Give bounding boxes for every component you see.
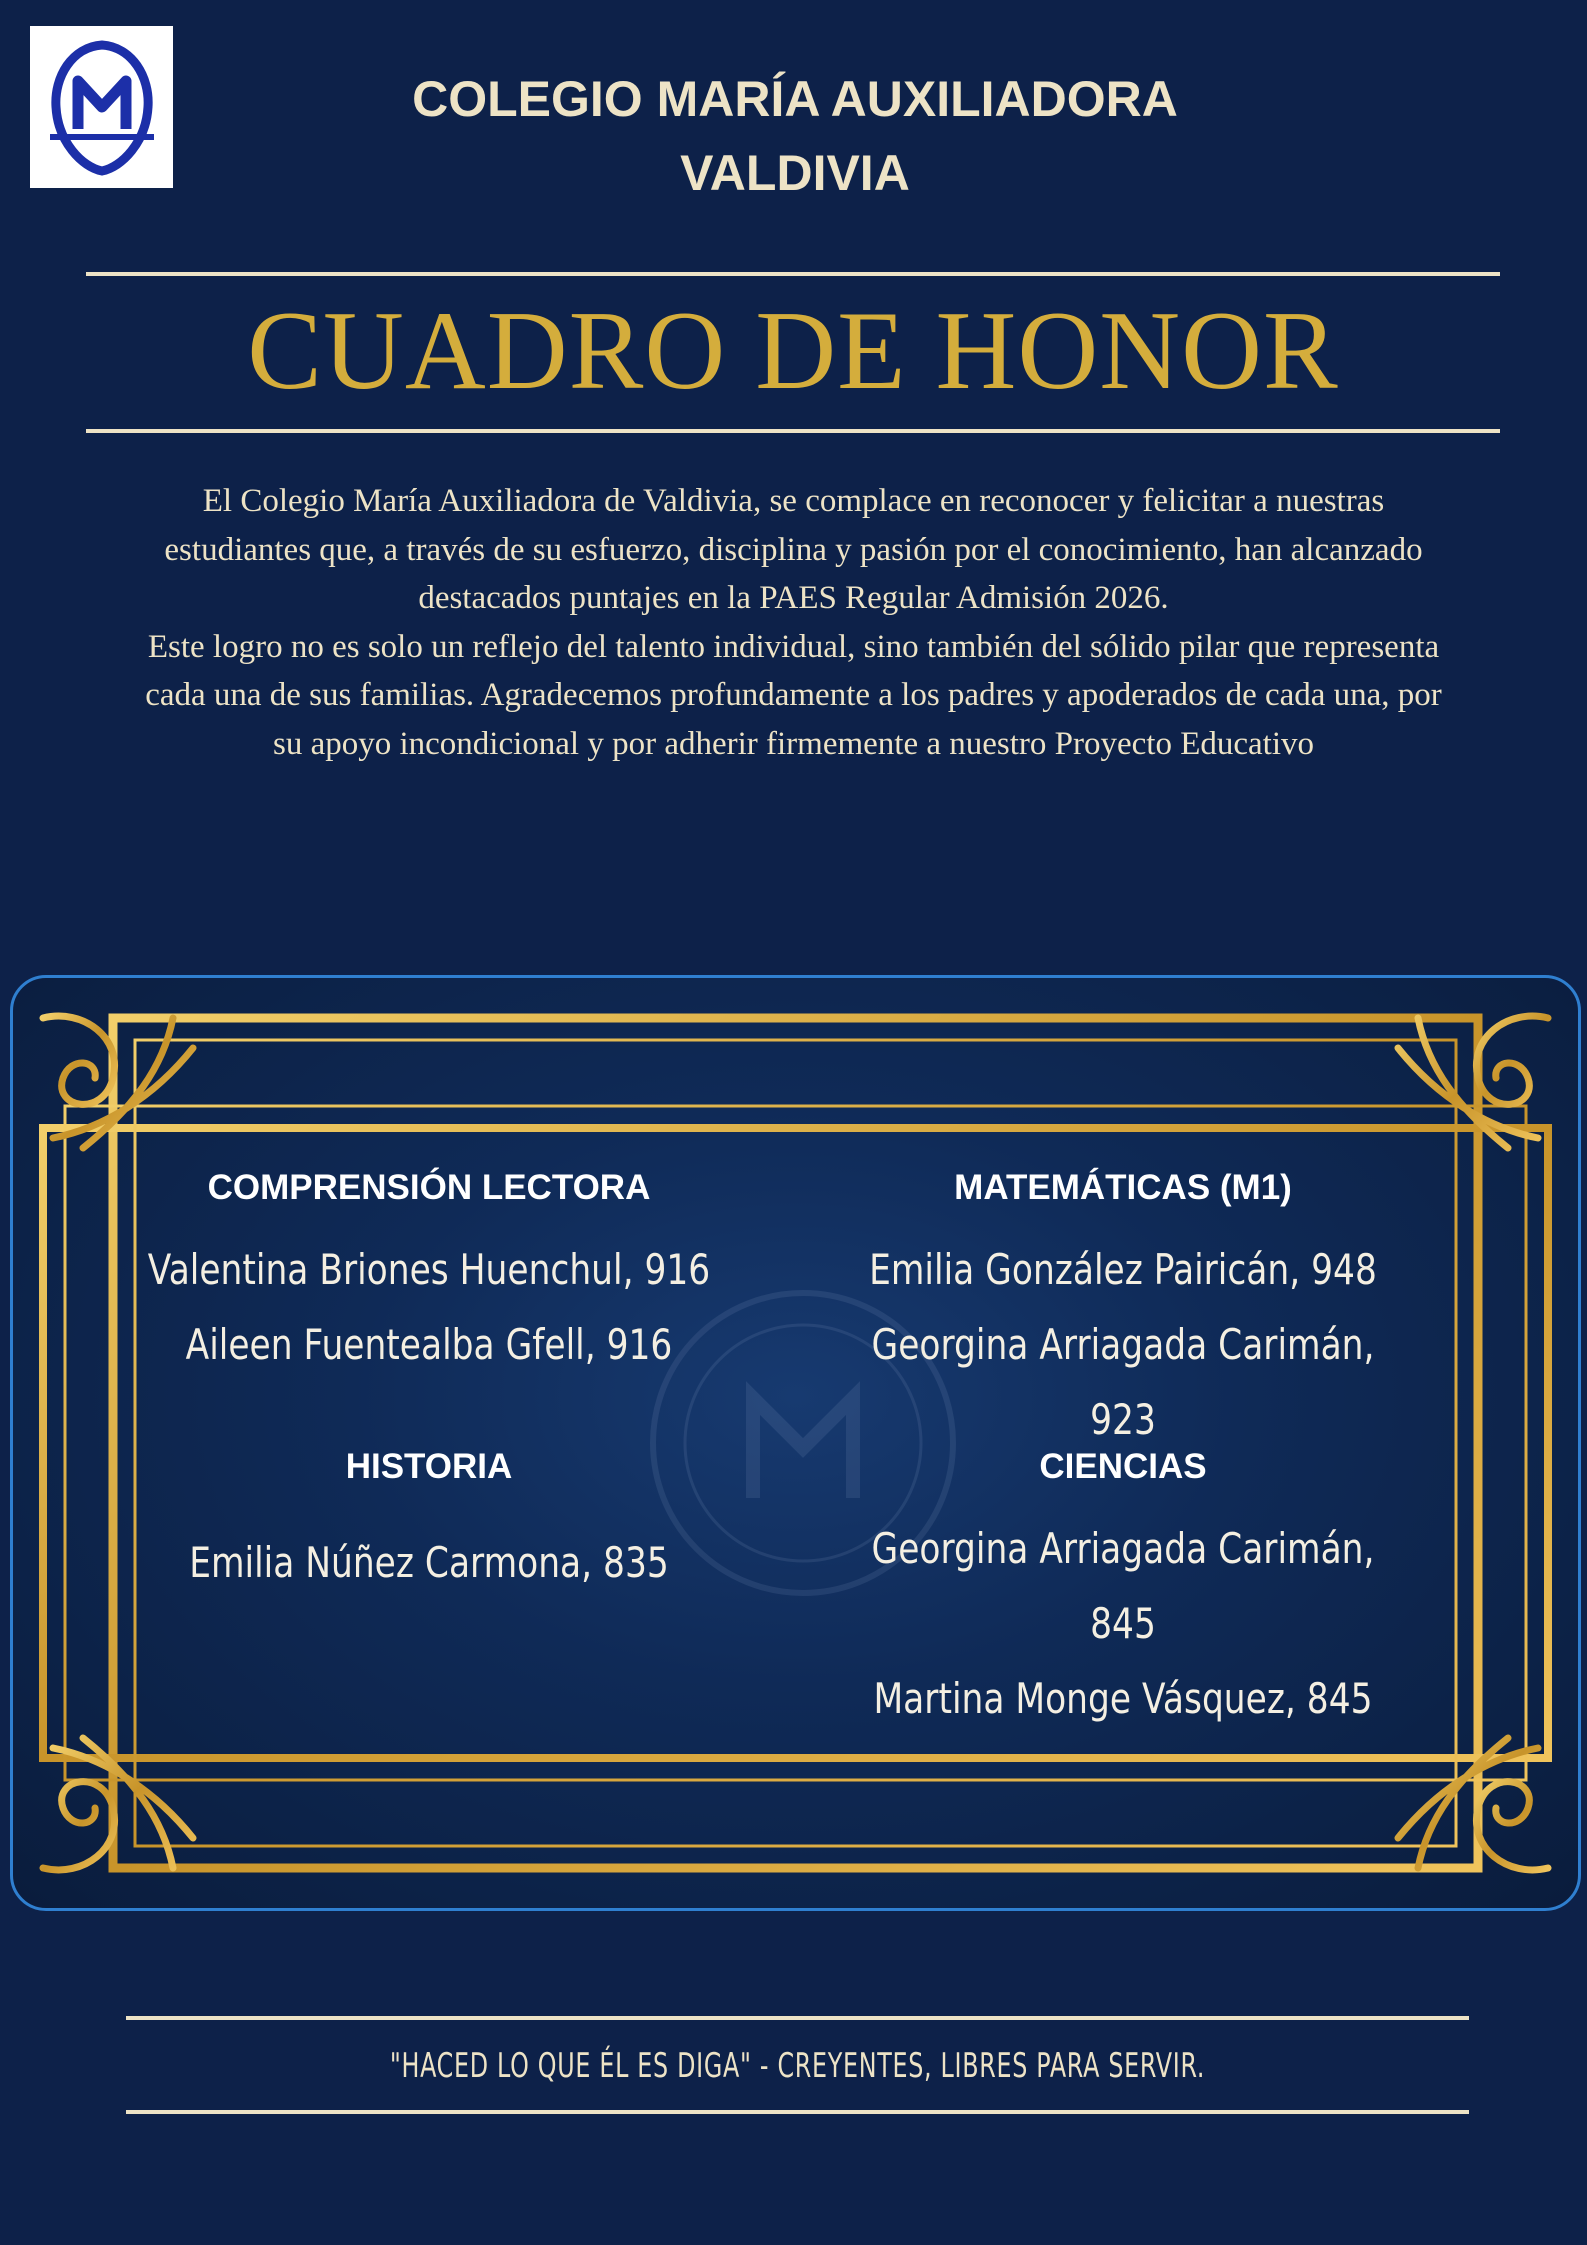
intro-text: [140, 477, 1447, 768]
motto-top-divider: [126, 2016, 1469, 2020]
student-entry: Emilia Núñez Carmona, 835: [189, 1538, 669, 1587]
school-name: [290, 62, 1300, 210]
title-bottom-divider: [86, 429, 1500, 433]
page-title: CUADRO DE HONOR: [247, 289, 1339, 413]
school-name-line2: VALDIVIA: [680, 145, 910, 201]
category-heading: HISTORIA: [345, 1447, 513, 1486]
school-name-line1: COLEGIO MARÍA AUXILIADORA: [412, 71, 1178, 127]
honor-category-historia: [79, 1445, 779, 1600]
category-heading: CIENCIAS: [1039, 1447, 1207, 1486]
school-logo: [30, 26, 173, 188]
student-entry: Aileen Fuentealba Gfell, 916: [185, 1320, 673, 1369]
intro-paragraph-1: El Colegio María Auxiliadora de Valdivia, se complace en reconocer y felicitar a nuestras estudiantes que, a través de su esfuerzo, disciplina y pasión por el conocimiento, han alcanzado destacados puntajes en la PAES Regular Admisión 2026.: [164, 483, 1423, 616]
school-motto: "HACED LO QUE ÉL ES DIGA" - CREYENTES, LIBRES PARA SERVIR.: [389, 2046, 1206, 2086]
category-heading: COMPRENSIÓN LECTORA: [207, 1168, 651, 1207]
student-entry: Martina Monge Vásquez, 845: [873, 1674, 1373, 1723]
honor-category-ciencias: [773, 1445, 1473, 1736]
honor-category-matematicas: [773, 1166, 1473, 1457]
category-heading: MATEMÁTICAS (M1): [954, 1168, 1292, 1207]
student-entry: Georgina Arriagada Carimán, 923: [871, 1320, 1375, 1444]
title-top-divider: [86, 272, 1500, 276]
student-entry: Valentina Briones Huenchul, 916: [147, 1245, 711, 1294]
intro-paragraph-2: Este logro no es solo un reflejo del talento individual, sino también del sólido pilar que representa cada una de sus familias. Agradecemos profundamente a los padres y apoderados de cada una, por su apoyo incondicional y por adherir firmemente a nuestro Proyecto Educativo: [145, 628, 1442, 762]
student-entry: Georgina Arriagada Carimán, 845: [871, 1524, 1375, 1648]
school-crest-icon: [42, 37, 162, 177]
honor-category-lectora: [79, 1166, 779, 1382]
motto-bottom-divider: [126, 2110, 1469, 2114]
student-entry: Emilia González Pairicán, 948: [869, 1245, 1377, 1294]
honor-panel: [10, 975, 1581, 1911]
